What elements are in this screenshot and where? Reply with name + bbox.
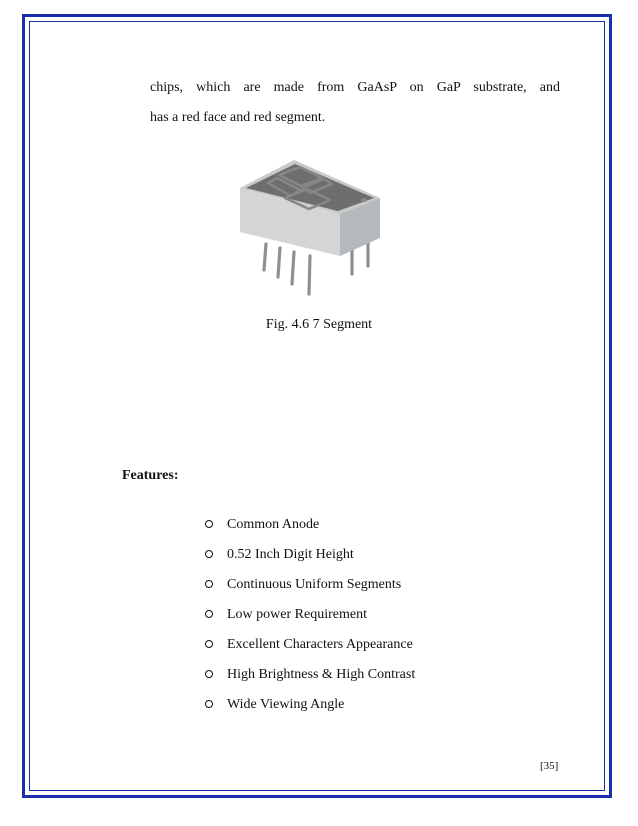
bullet-icon — [205, 550, 213, 558]
feature-item-text: Common Anode — [227, 517, 320, 532]
bullet-icon — [205, 520, 213, 528]
bullet-icon — [205, 580, 213, 588]
paragraph-line-1: chips, which are made from GaAsP on GaP substrate, and — [150, 80, 560, 95]
feature-item-text: High Brightness & High Contrast — [227, 667, 416, 682]
paragraph-line-2: has a red face and red segment. — [150, 110, 326, 125]
body-paragraph — [150, 73, 560, 133]
feature-item-text: Low power Requirement — [227, 607, 367, 622]
seven-segment-display-icon — [234, 152, 384, 302]
feature-item — [205, 540, 415, 570]
feature-item-text: 0.52 Inch Digit Height — [227, 547, 354, 562]
features-list — [205, 510, 415, 720]
feature-item — [205, 570, 415, 600]
features-heading: Features: — [122, 468, 179, 483]
feature-item — [205, 630, 415, 660]
bullet-icon — [205, 640, 213, 648]
feature-item — [205, 510, 415, 540]
bullet-icon — [205, 610, 213, 618]
feature-item-text: Excellent Characters Appearance — [227, 637, 413, 652]
feature-item-text: Wide Viewing Angle — [227, 697, 345, 712]
page-number: [35] — [540, 760, 559, 772]
feature-item-text: Continuous Uniform Segments — [227, 577, 402, 592]
feature-item — [205, 660, 415, 690]
bullet-icon — [205, 670, 213, 678]
feature-item — [205, 690, 415, 720]
seven-segment-display-image — [234, 152, 384, 302]
feature-item — [205, 600, 415, 630]
bullet-icon — [205, 700, 213, 708]
figure-caption: Fig. 4.6 7 Segment — [265, 317, 373, 332]
